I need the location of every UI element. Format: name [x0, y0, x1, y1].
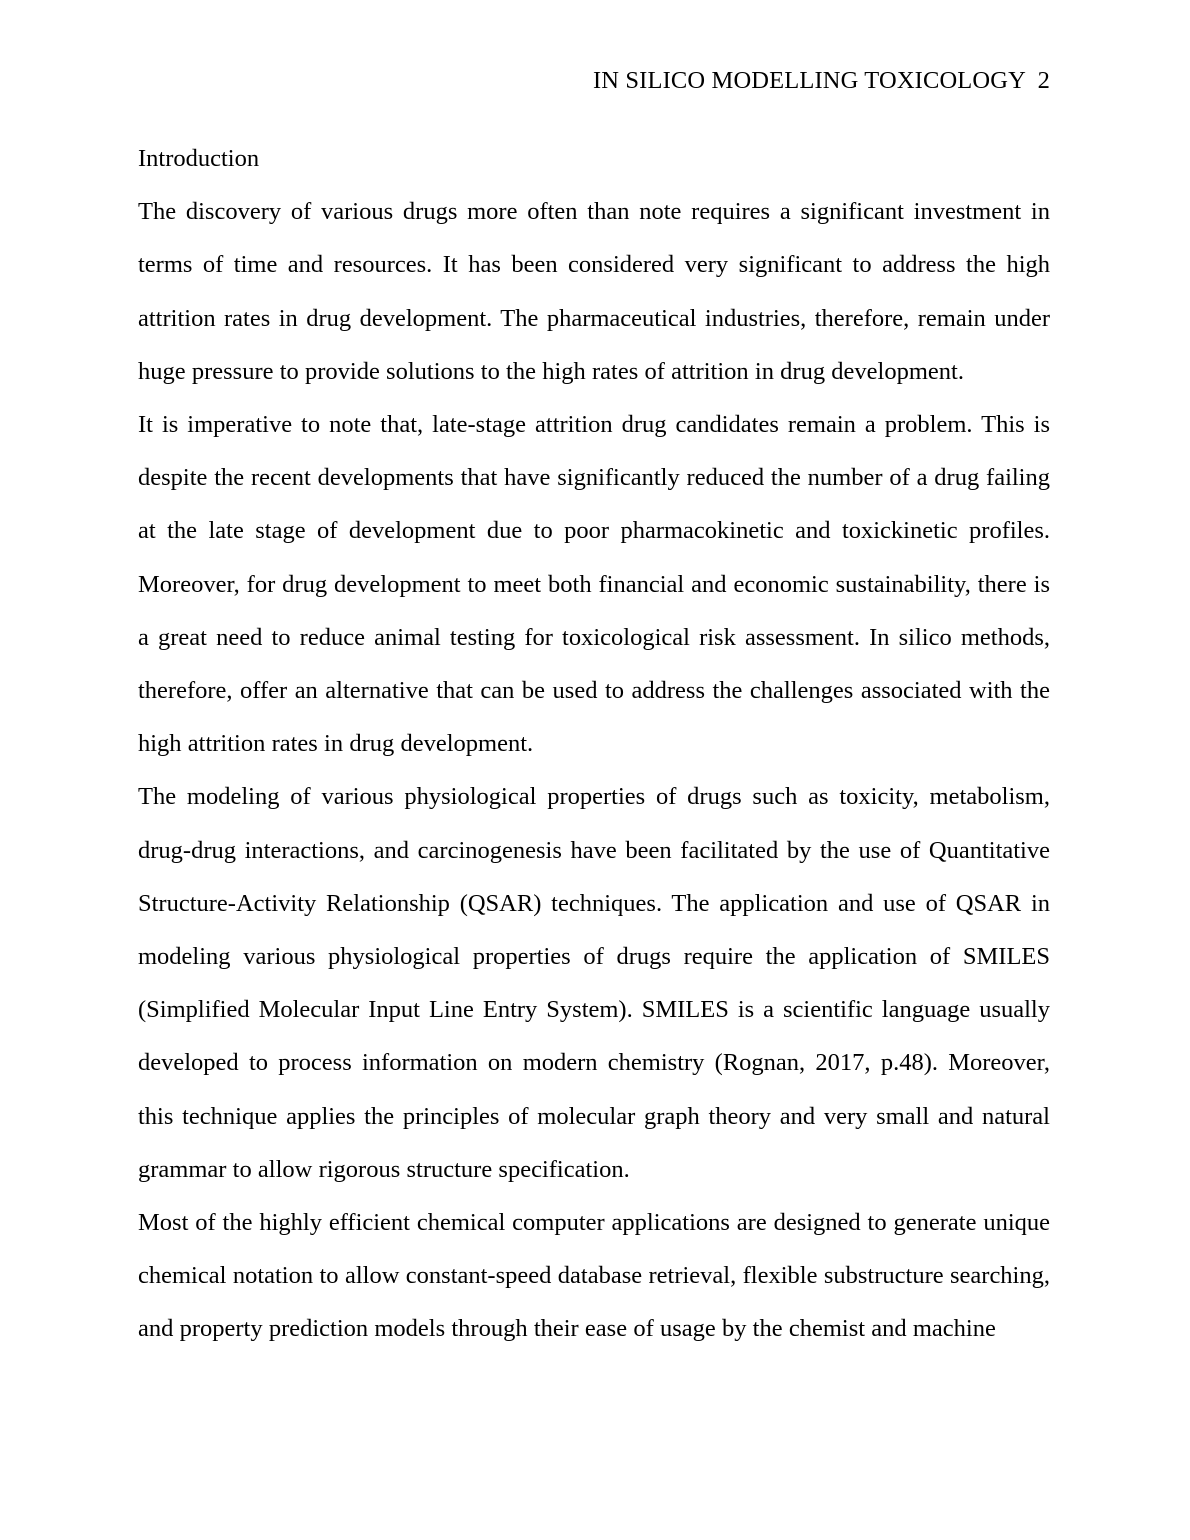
body-paragraph: It is imperative to note that, late-stage attrition drug candidates remain a problem. This is despite the recent developments that have significantly reduced the number of a drug failing at the late stage of development due to poor pharmacokinetic and toxickinetic profiles. Moreover, for drug development to meet both financial and economic sustainability, there is a great need to reduce animal testing for toxicological risk assessment. In silico methods, therefore, offer an alternative that can be used to address the challenges associated with the high attrition rates in drug development. [138, 411, 1050, 758]
running-head: IN SILICO MODELLING TOXICOLOGY 2 [592, 67, 1050, 94]
body-paragraph: Most of the highly efficient chemical computer applications are designed to generate unique chemical notation to allow constant-speed database retrieval, flexible substructure searching, and property prediction models through their ease of usage by the chemist and machine [138, 1209, 1050, 1343]
section-heading-introduction: Introduction [138, 145, 260, 172]
page-body [138, 132, 1050, 1356]
body-paragraph: The discovery of various drugs more often than note requires a significant investment in terms of time and resources. It has been considered very significant to address the high attrition rates in drug development. The pharmaceutical industries, therefore, remain under huge pressure to provide solutions to the high rates of attrition in drug development. [138, 198, 1050, 385]
body-paragraph: The modeling of various physiological properties of drugs such as toxicity, metabolism, drug-drug interactions, and carcinogenesis have been facilitated by the use of Quantitative Structure-Activity Relationship (QSAR) techniques. The application and use of QSAR in modeling various physiological properties of drugs require the application of SMILES (Simplified Molecular Input Line Entry System). SMILES is a scientific language usually developed to process information on modern chemistry (Rognan, 2017, p.48). Moreover, this technique applies the principles of molecular graph theory and very small and natural grammar to allow rigorous structure specification. [138, 783, 1050, 1183]
